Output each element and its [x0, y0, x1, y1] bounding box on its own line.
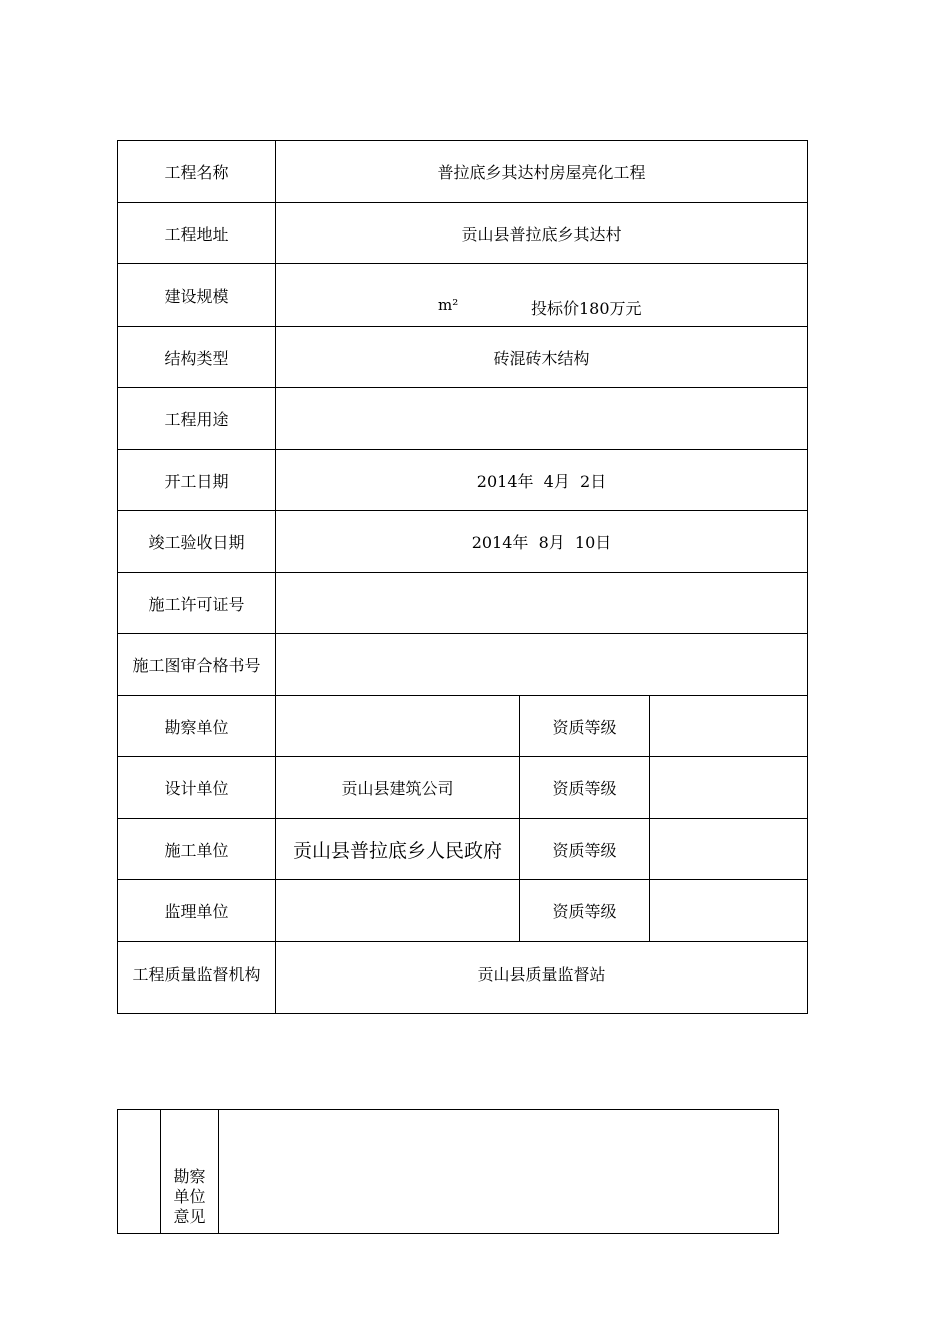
table-row: [118, 203, 808, 264]
design-unit-value: 贡山县建筑公司: [276, 757, 520, 819]
row-label: 工程名称: [118, 141, 276, 203]
supervisor-grade-value: [650, 880, 808, 942]
grade-label: 资质等级: [520, 696, 650, 757]
construction-grade-value: [650, 819, 808, 880]
row-label: 施工单位: [118, 819, 276, 880]
project-address-value: 贡山县普拉底乡其达村: [276, 203, 808, 264]
survey-opinion-table: [117, 1109, 779, 1234]
table-row: [118, 1110, 779, 1234]
table-row: [118, 450, 808, 511]
table-row: [118, 573, 808, 634]
table-row: [118, 511, 808, 573]
table-row: [118, 327, 808, 388]
row-label: 施工图审合格书号: [118, 634, 276, 696]
construction-unit-value: 贡山县普拉底乡人民政府: [276, 819, 520, 880]
table-row: [118, 141, 808, 203]
permit-number-value: [276, 573, 808, 634]
table-row: [118, 942, 808, 1014]
structure-type-value: 砖混砖木结构: [276, 327, 808, 388]
start-date-value: 2014年 4月 2日: [276, 450, 808, 511]
design-grade-value: [650, 757, 808, 819]
row-label: 监理单位: [118, 880, 276, 942]
grade-label: 资质等级: [520, 819, 650, 880]
scale-cell: [276, 264, 808, 327]
table-row: [118, 757, 808, 819]
survey-opinion-label: 勘察 单位 意见: [161, 1110, 219, 1234]
row-label: 工程地址: [118, 203, 276, 264]
survey-opinion-content: [219, 1110, 779, 1234]
table-row: [118, 388, 808, 450]
supervisor-unit-value: [276, 880, 520, 942]
grade-label: 资质等级: [520, 880, 650, 942]
row-label: 竣工验收日期: [118, 511, 276, 573]
survey-unit-value: [276, 696, 520, 757]
grade-label: 资质等级: [520, 757, 650, 819]
table-row: [118, 696, 808, 757]
row-label: 结构类型: [118, 327, 276, 388]
completion-date-value: 2014年 8月 10日: [276, 511, 808, 573]
row-label: 设计单位: [118, 757, 276, 819]
row-label: 工程质量监督机构: [118, 942, 276, 1014]
scale-unit: m²: [438, 296, 459, 314]
drawing-review-number-value: [276, 634, 808, 696]
project-usage-value: [276, 388, 808, 450]
row-label: 勘察单位: [118, 696, 276, 757]
bid-price: 投标价180万元: [531, 299, 642, 318]
row-label: 工程用途: [118, 388, 276, 450]
table-row: [118, 819, 808, 880]
row-label: 施工许可证号: [118, 573, 276, 634]
quality-supervision-value: 贡山县质量监督站: [276, 942, 808, 1014]
table-row: [118, 880, 808, 942]
table-row: [118, 264, 808, 327]
survey-grade-value: [650, 696, 808, 757]
row-label: 开工日期: [118, 450, 276, 511]
opinion-blank-cell: [118, 1110, 161, 1234]
project-info-table: [117, 140, 808, 1014]
table-row: [118, 634, 808, 696]
project-name-value: 普拉底乡其达村房屋亮化工程: [276, 141, 808, 203]
row-label: 建设规模: [118, 264, 276, 327]
